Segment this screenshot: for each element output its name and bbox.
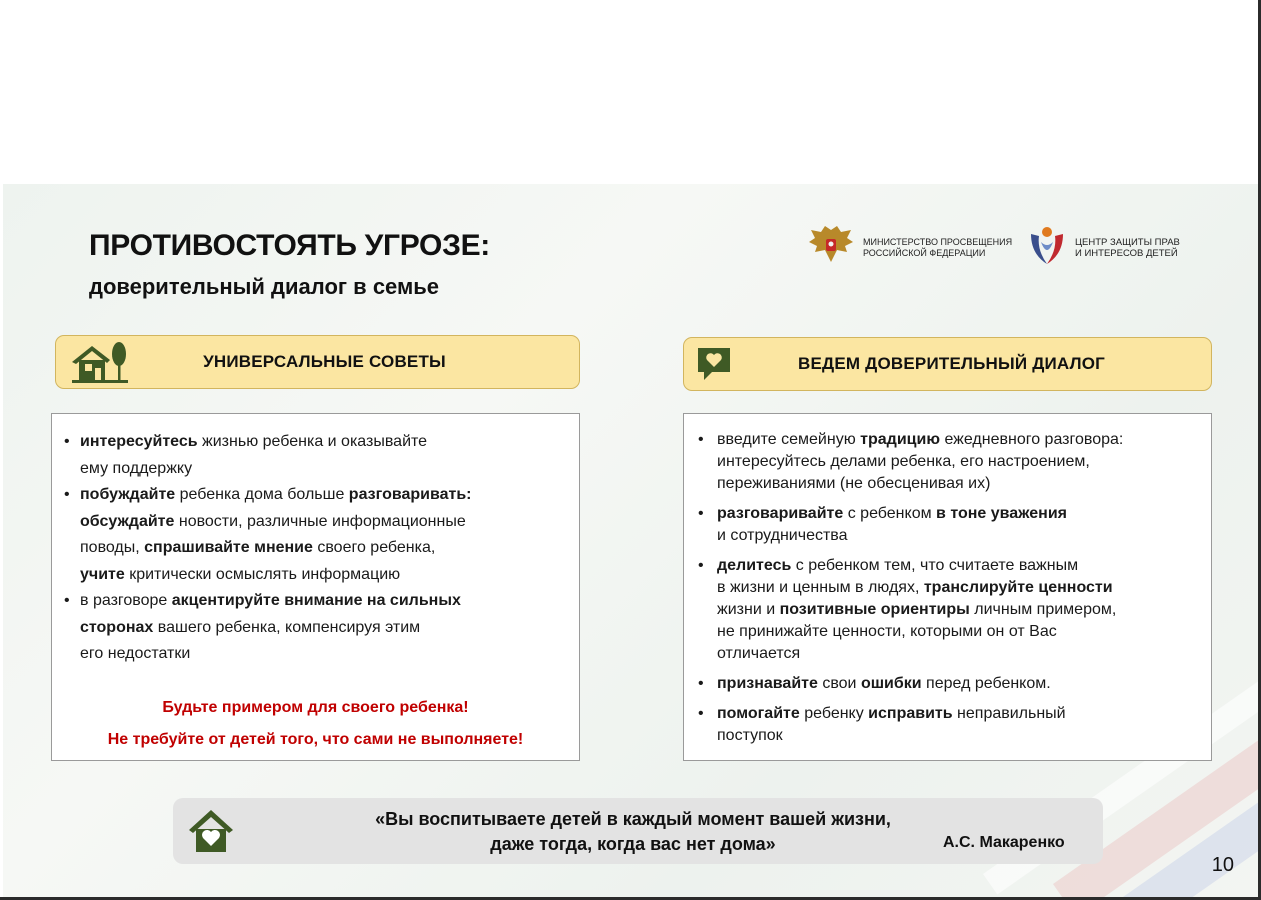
heart-chat-icon	[696, 344, 732, 384]
center-logo-line2: И ИНТЕРЕСОВ ДЕТЕЙ	[1075, 247, 1178, 259]
list-item: • интересуйтесь жизнью ребенка и оказывайте ему поддержку	[58, 429, 558, 482]
callout-dont-demand: Не требуйте от детей того, что сами не выполняете!	[107, 731, 524, 748]
center-logo-icon	[1027, 224, 1067, 271]
ministry-logo-line1: МИНИСТЕРСТВО ПРОСВЕЩЕНИЯ	[863, 236, 1013, 247]
list-item: • делитесь с ребенком тем, что считаете важным в жизни и ценным в людях, транслируйте ценности жизни и позитивные ориентиры личным примером, не принижайте ценности, которыми он от Вас отличается	[684, 555, 1194, 665]
callout-be-example: Будьте примером для своего ребенка!	[162, 699, 469, 716]
eagle-emblem-icon	[807, 224, 855, 271]
list-item: • разговаривайте с ребенком в тоне уважения и сотрудничества	[684, 503, 1194, 547]
page-number: 10	[1211, 854, 1234, 876]
list-item: • помогайте ребенку исправить неправильный поступок	[684, 703, 1194, 747]
quote-author: А.С. Макаренко	[943, 834, 1065, 851]
trust-dialog-title: ВЕДЕМ ДОВЕРИТЕЛЬНЫЙ ДИАЛОГ	[798, 354, 1105, 373]
list-item: • побуждайте ребенка дома больше разговаривать: обсуждайте новости, различные информационные поводы, спрашивайте мнение своего ребенка, учите критически осмыслять информацию	[58, 482, 558, 588]
trust-dialog-card	[683, 413, 1212, 761]
universal-tips-list	[58, 429, 558, 668]
page-subtitle: доверительный диалог в семье	[89, 274, 440, 299]
quote-bar	[173, 798, 1103, 864]
universal-tips-header	[55, 335, 580, 389]
quote-line-2: даже тогда, когда вас нет дома»	[490, 834, 776, 854]
list-item: • в разговоре акцентируйте внимание на сильных сторонах вашего ребенка, компенсируя этим его недостатки	[58, 588, 558, 668]
slide	[3, 184, 1258, 897]
quote-line-1: «Вы воспитываете детей в каждый момент вашей жизни,	[375, 809, 891, 829]
quote-text	[323, 807, 943, 857]
house-tree-icon	[70, 340, 130, 384]
center-logo	[1027, 224, 1180, 271]
trust-dialog-list	[684, 429, 1194, 755]
center-logo-line1: ЦЕНТР ЗАЩИТЫ ПРАВ	[1075, 236, 1180, 248]
universal-tips-card	[51, 413, 580, 761]
list-item: • введите семейную традицию ежедневного разговора: интересуйтесь делами ребенка, его настроением, переживаниями (не обесценивая их)	[684, 429, 1194, 495]
trust-dialog-header	[683, 337, 1212, 391]
ministry-logo	[807, 224, 1012, 271]
house-heart-icon	[187, 808, 235, 859]
page-title: ПРОТИВОСТОЯТЬ УГРОЗЕ:	[89, 229, 490, 262]
ministry-logo-line2: РОССИЙСКОЙ ФЕДЕРАЦИИ	[863, 247, 986, 258]
universal-tips-title: УНИВЕРСАЛЬНЫЕ СОВЕТЫ	[203, 352, 446, 371]
list-item: • признавайте свои ошибки перед ребенком.	[684, 673, 1194, 695]
